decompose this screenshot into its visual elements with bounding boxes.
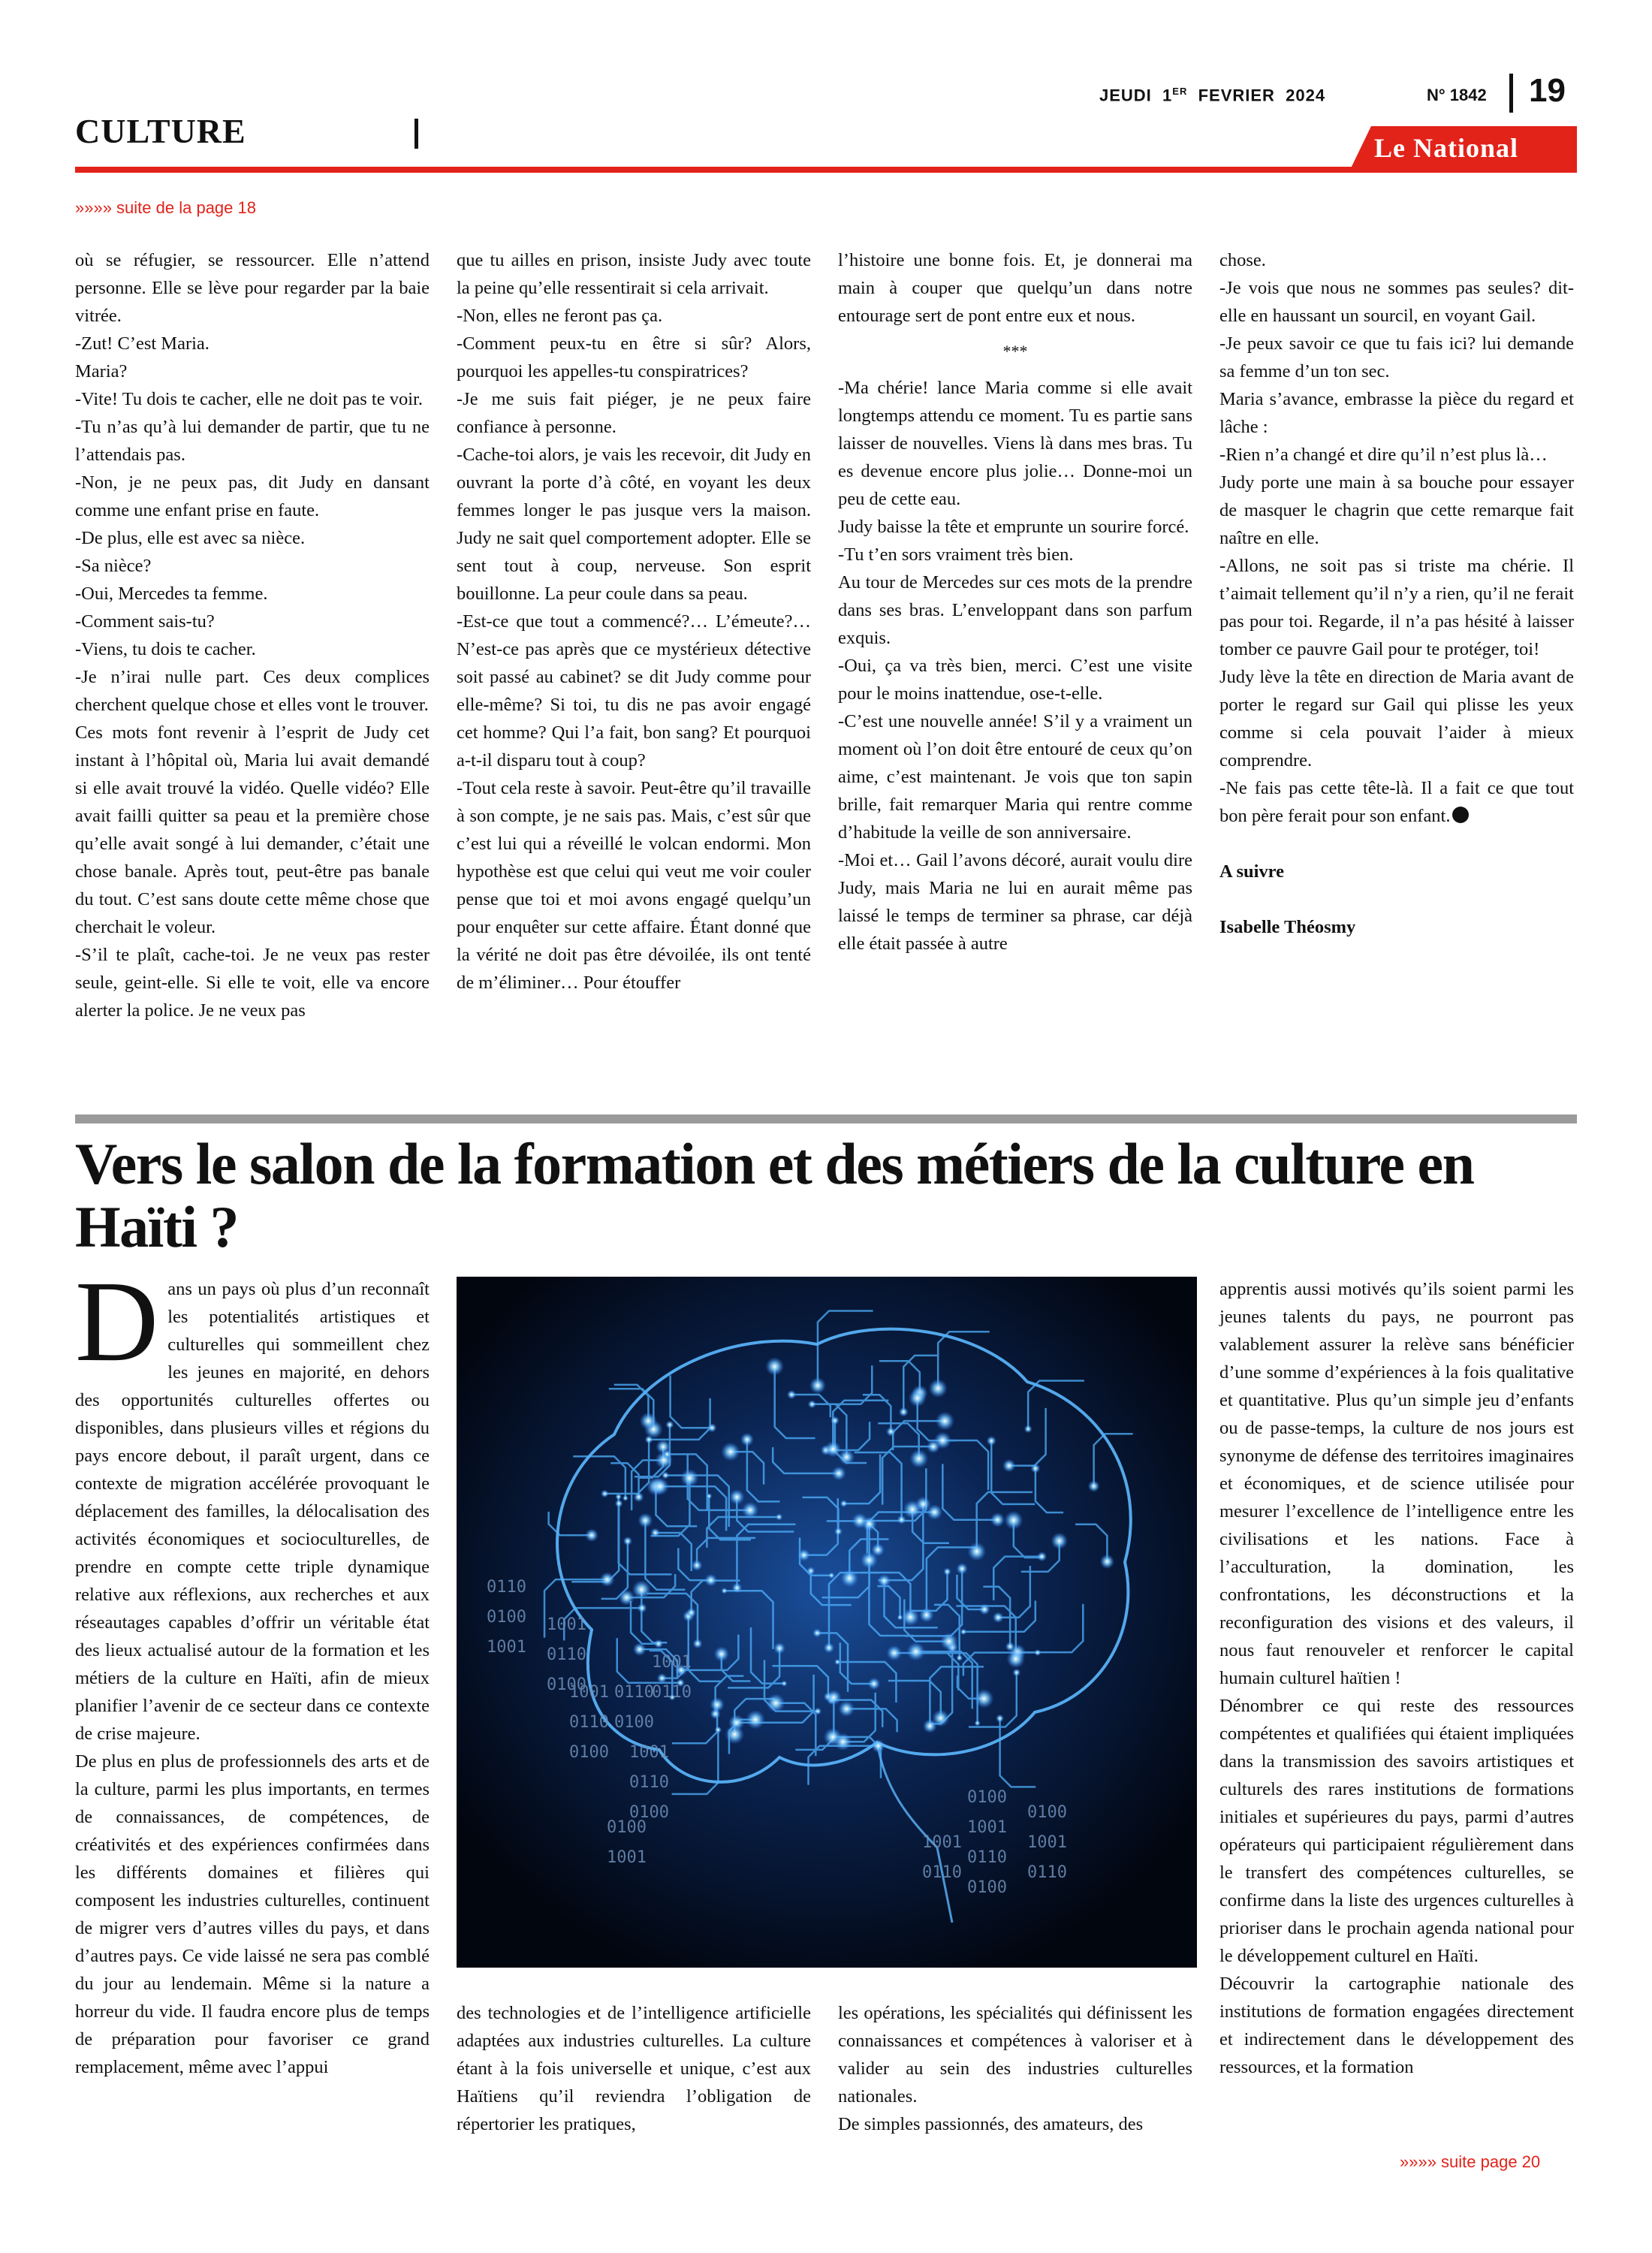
binary-digits: 0110 [629,1773,669,1792]
story-paragraph: -Ma chérie! lance Maria comme si elle avait longtemps attendu ce moment. Tu es partie sans laisser de nouvelles. Viens là dans mes bras. Tu es devenue encore plus jolie… Donne-moi un peu de cette eau. [838,378,1192,509]
article-paragraph: les opérations, les spécialités qui définissent les connaissances et compétences à valoriser et à valider au sein des industries culturelles nationales. [838,2003,1192,2107]
glowing-node [623,1495,629,1501]
glowing-node [832,1466,846,1480]
story-paragraph: -Non, je ne peux pas, dit Judy en dansant comme une enfant prise en faute. [75,472,430,520]
glowing-node [645,1435,653,1443]
glowing-node [897,1516,906,1525]
glowing-node [633,1642,647,1656]
story-paragraph: -Vite! Tu dois te cacher, elle ne doit pas te voir. [75,389,423,409]
glowing-node [902,1608,920,1626]
glowing-node [838,1701,855,1718]
story-paragraph: -Je me suis fait piéger, je ne peux faire confiance à personne. [457,389,811,437]
binary-digits: 1001 [607,1848,647,1867]
story-paragraph: -Tout cela reste à savoir. Peut-être qu’il travaille à son compte, je ne sais pas. Mais, c’est sûr que c’est lui qui a réveillé le volcan endormi. Mon hypothèse est que celui qui veut me voir couler pense que toi et moi avons engagé quelqu’un pour enquêter sur cette affaire. Étant donné que la vérité ne doit pas être dévoilée, ils ont tenté de m’éliminer… Pour étouffer [457,778,811,993]
story-paragraph: -Zut! C’est Maria. [75,333,210,354]
story-paragraph: -Est-ce que tout a commencé?… L’émeute?… N’est-ce pas après que ce mystérieux détective soit passé au cabinet? se dit Judy comme pour elle-même? Si toi, tu dis ne pas avoir engagé cet homme? Qui l’a fait, bon sang? Et pourquoi a-t-il disparu tout à coup? [457,611,811,771]
glowing-node [766,1694,785,1712]
binary-digits: 1001 [547,1615,586,1634]
story-paragraph: -Allons, ne soit pas si triste ma chérie. Il t’aimait tellement qu’il n’y a rien, qu’il ne ferait pas pour toi. Regarde, il n’a pas hésité à laisser tomber ce pauvre Gail pour te protéger, toi! [1219,556,1574,659]
article-headline: Vers le salon de la formation et des métiers de la culture en Haïti ? [75,1131,1474,1259]
glowing-node [834,1733,852,1751]
binary-digits: 0100 [569,1743,609,1762]
glowing-node [956,1563,968,1575]
to-be-continued: A suivre [1219,861,1284,882]
article-paragraph: De simples passionnés, des amateurs, des [838,2114,1144,2134]
binary-digits: 1001 [922,1833,962,1852]
end-mark-icon [1452,807,1469,823]
glowing-node [960,1628,967,1635]
article-paragraph: apprentis aussi motivés qu’ils soient parmi les jeunes talents du pays, ne pourront pas valablement assurer la relève sans bénéficier d’une somme d’expériences à la fois qualitative et quantitative. Plus qu’un simple jeu d’enfants ou de passe-temps, la culture de nos jours est synonyme de défense des territoires imaginaires et économiques, et de science utilisée pour mesurer l’excellence de l’intelligence entre les civilisations et les nations. Face à l’acculturation, la domination, les confrontations, les déconstructions et la reconfiguration des visions et des valeurs, il nous faut renouveler et renforcer le capital humain culturel haïtien ! [1219,1279,1574,1688]
story-paragraph: Maria s’avance, embrasse la pièce du regard et lâche : [1219,389,1574,437]
story-paragraph: -Je vois que nous ne sommes pas seules? dit-elle en haussant un sourcil, en voyant Gail. [1219,278,1574,326]
glowing-node [899,1407,909,1417]
glowing-node [943,1567,951,1576]
story-paragraph: -Tu n’as qu’à lui demander de partir, que tu ne l’attendais pas. [75,417,430,465]
glowing-node [623,1537,632,1546]
story-paragraph: -Rien n’a changé et dire qu’il n’est plus là… [1219,445,1548,465]
glowing-node [632,1580,651,1599]
dateline: JEUDI 1ER FEVRIER 2024 [1099,86,1326,105]
glowing-node [996,1715,1004,1723]
glowing-node [1100,1555,1114,1569]
glowing-node [886,1645,902,1661]
glowing-node [634,1491,644,1502]
glowing-node [886,1427,896,1437]
story-paragraph: Au tour de Mercedes sur ces mots de la prendre dans ses bras. L’enveloppant dans son parfum exquis. [838,572,1192,648]
binary-digits: 0100 [614,1713,654,1732]
glowing-node [1005,1642,1015,1651]
glowing-node [787,1390,796,1399]
glowing-node [742,1502,758,1519]
binary-digits: 0100 [607,1818,647,1837]
glowing-node [746,1710,765,1730]
story-paragraph: -Oui, ça va très bien, merci. C’est une visite pour le moins inattendue, ose-t-elle. [838,656,1192,704]
story-paragraph: chose. [1219,250,1266,270]
continued-from: »»»» suite de la page 18 [75,198,256,217]
glowing-node [936,1411,954,1430]
article-paragraph: Dans un pays où plus d’un reconnaît les potentialités artistiques et culturelles qui sommeillent chez les jeunes en majorité, en dehors des opportunités culturelles offertes ou disponibles, dans plusieurs villes et régions du pays encore debout, il paraît urgent, dans ce contexte de migration accélérée provoquant le déplacement des familles, la délocalisation des activités économiques et socioculturelles, de prendre en compte cette triple dynamique relative aux réflexions, aux recherches et aux réseautages capables d’offrir un véritable état des lieux actualisé autour de la formation et les métiers de la culture en Haïti, afin de mieux planifier l’avenir de ce secteur dans ce contexte de crise majeure. [75,1258,430,1744]
glowing-node [834,1659,840,1665]
glowing-node [927,1440,940,1453]
scene-separator: *** [1002,342,1028,360]
glowing-node [872,1739,885,1753]
story-paragraph: -Viens, tu dois te cacher. [75,639,256,659]
binary-digits: 1001 [569,1683,609,1702]
binary-digits: 0100 [967,1788,1007,1807]
glowing-node [1012,1669,1020,1677]
binary-digits: 0100 [487,1608,526,1627]
glowing-node [776,1513,782,1520]
glowing-node [692,1560,703,1571]
binary-digits: 0110 [487,1578,526,1597]
glowing-node [906,1642,925,1661]
story-paragraph: -Moi et… Gail l’avons décoré, aurait voulu dire Judy, mais Maria ne lui en aurait même pas laissé le temps de terminer sa phrase, car déjà elle était passée à autre [838,850,1192,954]
glowing-node [710,1709,721,1719]
glowing-node [987,1436,996,1446]
story-column-1 [75,246,430,1024]
glowing-node [825,1441,842,1458]
glowing-node [1004,1511,1023,1530]
binary-digits: 1001 [487,1638,526,1657]
glowing-node [1006,1650,1025,1669]
story-paragraph: -Je peux savoir ce que tu fais ici? lui demande sa femme d’un ton sec. [1219,333,1574,382]
story-paragraph: -Oui, Mercedes ta femme. [75,584,268,604]
glowing-node [974,1720,980,1726]
glowing-node [692,1639,702,1648]
story-paragraph: -S’il te plaît, cache-toi. Je ne veux pas rester seule, geint-elle. Si elle te voit, elle va encore alerter la police. Je ne veux pas [75,945,430,1021]
glowing-node [993,1612,1004,1623]
glowing-node [781,1681,787,1687]
glowing-node [731,1582,742,1593]
glowing-node [1002,1459,1016,1473]
story-paragraph: l’histoire une bonne fois. Et, je donnerai ma main à couper que quelqu’un dans notre entourage sert de pont entre eux et nous. [838,250,1192,326]
drop-cap: D [75,1258,159,1386]
glowing-node [919,1608,934,1623]
story-paragraph: où se réfugier, se ressourcer. Elle n’attend personne. Elle se lève pour regarder par la baie vitrée. [75,250,430,326]
glowing-node [640,1412,657,1429]
glowing-node [657,1673,668,1684]
binary-digits: 0100 [547,1675,586,1694]
binary-digits: 0100 [629,1803,669,1822]
glowing-node [1051,1533,1068,1550]
glowing-node [915,1496,931,1512]
glowing-node [840,1500,848,1507]
header-divider [415,119,418,149]
section-divider [75,1114,1577,1123]
binary-digits: 0110 [1027,1863,1067,1882]
glowing-node [990,1513,1005,1528]
glowing-node [618,1589,635,1606]
glowing-node [852,1513,867,1528]
glowing-node [714,1646,730,1662]
story-paragraph: Judy lève la tête en direction de Maria avant de porter le regard sur Gail qui plisse les yeux comme si cela pouvait l’aider à mieux comprendre. [1219,667,1574,771]
glowing-node [725,1725,744,1745]
glowing-node [721,1442,740,1461]
glowing-node [740,1433,754,1446]
glowing-node [665,1420,674,1428]
story-paragraph: -C’est une nouvelle année! S’il y a vraiment un moment où l’on doit être entouré de ceux qu’on aime, c’est maintenant. Je vois que ton sapin brille, fait remarquer Maria qui rentre comme d’habitude la veille de son anniversaire. [838,711,1192,843]
glowing-node [704,1574,717,1587]
article-paragraph: des technologies et de l’intelligence artificielle adaptées aux industries culturelles. La culture étant à la fois universelle et unique, c’est aux Haïtiens qu’il reviendra l’obligation de répertorier les pratiques, [457,2003,811,2134]
binary-digits: 0110 [652,1683,692,1702]
binary-digits: 1001 [967,1818,1007,1837]
glowing-node [806,1567,815,1575]
continued-to: »»»» suite page 20 [1400,2152,1541,2171]
glowing-node [650,1528,660,1537]
glowing-node [824,1642,834,1653]
article-column-2 [457,1999,811,2138]
glowing-node [585,1528,598,1542]
article-column-3 [838,1999,1192,2138]
story-author: Isabelle Théosmy [1219,917,1356,937]
masthead-title: Le National [1374,133,1519,163]
glowing-node [868,1678,881,1691]
glowing-node [773,1642,785,1654]
page-number: 19 [1529,72,1566,109]
story-paragraph: -Comment sais-tu? [75,611,215,632]
glowing-node [812,1628,821,1637]
issue-number: N° 1842 [1427,86,1487,104]
glowing-node [878,1574,891,1587]
binary-digits: 1001 [629,1743,669,1762]
binary-digits: 0110 [967,1848,1007,1867]
glowing-node [662,1449,671,1458]
glowing-node [686,1608,696,1618]
glowing-node [967,1542,986,1561]
glowing-node [923,1719,937,1733]
story-paragraph: -Ne fais pas cette tête-là. Il a fait ce que tout bon père ferait pour son enfant. [1219,778,1574,826]
story-paragraph: Maria? [75,361,128,382]
glowing-node [1088,1480,1100,1492]
glowing-node [707,1423,716,1432]
glowing-node [956,1654,963,1661]
page-number-divider [1509,74,1513,113]
glowing-node [1037,1552,1047,1561]
glowing-node [834,1528,843,1536]
binary-digits: 1001 [652,1653,692,1672]
glowing-node [828,1572,835,1579]
story-paragraph: que tu ailles en prison, insiste Judy avec toute la peine qu’elle ressentirait si cela arrivait. [457,250,811,298]
binary-digits: 1001 [1027,1833,1067,1852]
glowing-node [638,1513,653,1528]
glowing-node [680,1469,698,1487]
story-paragraph: -Sa nièce? [75,556,152,576]
glowing-node [797,1549,810,1561]
glowing-node [654,1639,663,1648]
glowing-node [615,1499,623,1507]
glowing-node [909,1449,928,1468]
story-paragraph: -Non, elles ne feront pas ça. [457,306,663,326]
glowing-node [975,1689,994,1709]
glowing-node [1024,1425,1032,1433]
glowing-node [840,1570,858,1588]
glowing-node [839,1449,855,1465]
story-paragraph: -Cache-toi alors, je vais les recevoir, dit Judy en ouvrant la porte d’à côté, en voyant les deux femmes longer le pas jusque vers la maison. Judy ne sait quel comportement adopter. Elle se sent tout à coup, nerveuse. Son esprit bouillonne. La peur coule dans sa peau. [457,445,811,604]
section-title: CULTURE [75,112,246,150]
article-paragraph: Dénombrer ce qui reste des ressources compétentes et qualifiées qui étaient impliquées dans la transmission des savoirs artistiques et culturels des rares institutions de formations initiales et supérieures du pays, parmi d’autres opérateurs qui participaient régulièrement dans le transfert des compétences culturelles, se confirme dans la liste des urgences culturelles à prioriser dans le prochain agenda national pour le développement culturel en Haïti. [1219,1696,1574,1966]
glowing-node [662,1471,669,1479]
binary-digits: 0100 [1027,1803,1067,1822]
glowing-node [729,1489,745,1505]
binary-digits: 0100 [967,1878,1007,1897]
story-paragraph: Judy baisse la tête et emprunte un sourire forcé. [838,517,1189,537]
story-paragraph: Judy porte une main à sa bouche pour essayer de masquer le chagrin que cette remarque fait naître en elle. [1219,472,1574,548]
glowing-node [831,1416,840,1425]
binary-digits: 0110 [614,1683,654,1702]
article-paragraph: Découvrir la cartographie nationale des institutions de formation engagées directement et indirectement dans le développement des ressources, et la formation [1219,1974,1574,2077]
story-paragraph: -Comment peux-tu en être si sûr? Alors, pourquoi les appelles-tu conspiratrices? [457,333,811,382]
glowing-node [979,1603,990,1615]
story-paragraph: -De plus, elle est avec sa nièce. [75,528,306,548]
glowing-node [638,1603,647,1613]
glowing-node [706,1493,712,1499]
glowing-node [808,1400,816,1408]
glowing-node [861,1552,878,1569]
glowing-node [765,1357,784,1376]
glowing-node [651,1477,669,1495]
glowing-node [826,1690,841,1705]
glowing-node [940,1633,958,1651]
glowing-node [814,1708,821,1715]
glowing-node [721,1588,728,1594]
glowing-node [929,1379,948,1398]
article-column-1 [75,1258,430,2081]
glowing-node [615,1493,622,1500]
glowing-node [909,1389,927,1407]
ai-brain-image [457,1277,1197,1968]
article-paragraph: De plus en plus de professionnels des arts et de la culture, parmi les plus importants, en termes de connaissances, de compétences, de créativités et des expériences confirmées dans les différents domaines et filières qui composent les industries culturelles, continuent de migrer vers d’autres villes du pays, et dans d’autres pays. Ce vide laissé ne sera pas comblé du jour au lendemain. Même si la nature a horreur du vide. Il faudra encore plus de temps de préparation pour favoriser ce grand remplacement, même avec l’appui [75,1751,430,2077]
binary-digits: 0110 [922,1863,962,1882]
glowing-node [1034,1649,1041,1656]
glowing-node [601,1490,609,1498]
article-column-4 [1219,1275,1574,2081]
story-paragraph: -Je n’irai nulle part. Ces deux complices cherchent quelque chose et elles vont le trouver. [75,667,430,715]
story-paragraph: -Tu t’en sors vraiment très bien. [838,544,1074,565]
glowing-node [809,1377,826,1394]
binary-digits: 0110 [569,1713,609,1732]
glowing-node [600,1572,615,1587]
glowing-node [1030,1464,1040,1473]
story-column-4 [1219,246,1574,941]
circuit-brain-illustration [457,1277,1197,1968]
binary-digits: 0110 [547,1645,586,1664]
glowing-node [714,1726,722,1733]
story-column-2 [457,246,811,997]
story-paragraph: Ces mots font revenir à l’esprit de Judy cet instant à l’hôpital où, Maria lui avait demandé si elle avait trouvé la vidéo. Quelle vidéo? Elle avait failli quitter sa peau et la première chose qu’elle avait songé à lui demander, c’était une chose banale. Après tout, peut-être pas banale du tout. C’est sans doute cette même chose que cherchait le voleur. [75,722,430,937]
story-column-3 [838,246,1192,958]
